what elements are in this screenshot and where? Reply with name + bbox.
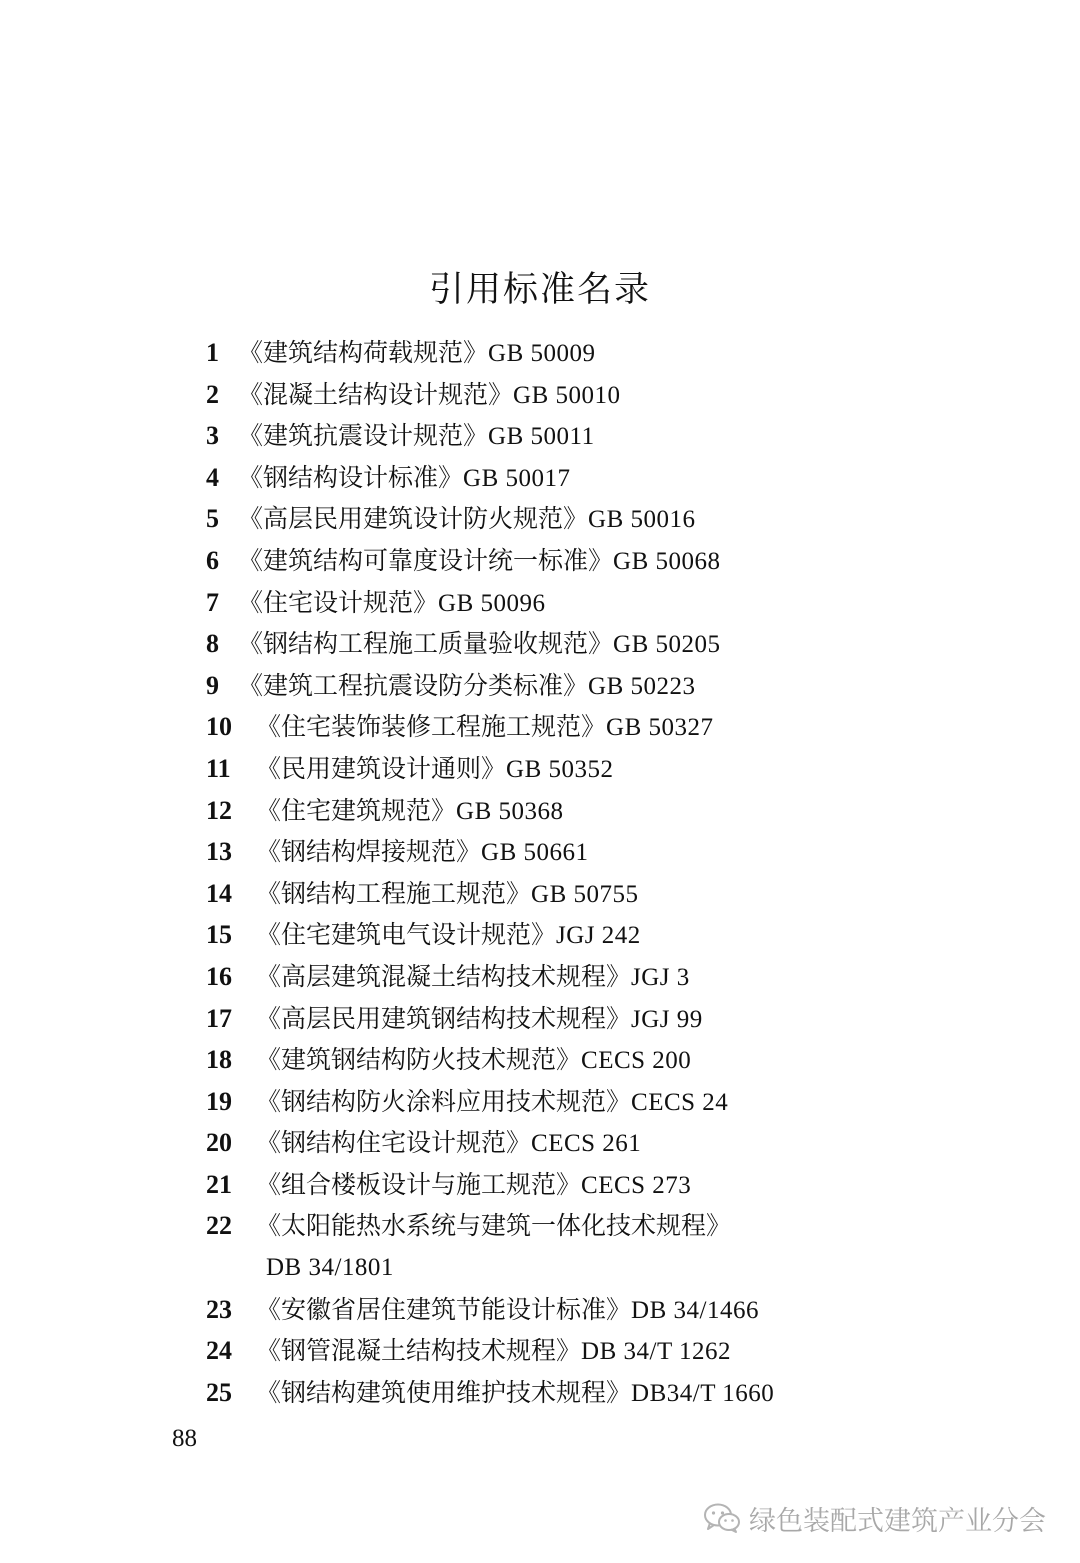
- reference-title: 《建筑结构可靠度设计统一标准》: [238, 545, 614, 575]
- reference-code: JGJ 242: [556, 922, 641, 950]
- reference-title: 《钢结构住宅设计规范》: [256, 1128, 532, 1158]
- reference-number: 19: [206, 1086, 232, 1116]
- reference-number: 22: [206, 1211, 232, 1241]
- page-number: 88: [172, 1425, 197, 1452]
- reference-number: 10: [206, 712, 232, 742]
- wechat-icon: [703, 1502, 741, 1534]
- reference-title: 《钢结构建筑使用维护技术规程》: [256, 1377, 632, 1407]
- reference-title: 《钢结构工程施工规范》: [256, 878, 532, 908]
- reference-item: [0, 1289, 1080, 1331]
- reference-code: GB 50755: [531, 880, 639, 908]
- reference-number: 16: [206, 961, 232, 991]
- reference-code: GB 50009: [488, 340, 596, 367]
- reference-code: GB 50661: [481, 839, 589, 867]
- watermark-text: 绿色装配式建筑产业分会: [749, 1505, 1046, 1537]
- reference-item: [0, 831, 1080, 873]
- reference-number: 3: [206, 421, 219, 451]
- reference-code: GB 50352: [506, 755, 614, 783]
- reference-number: 20: [206, 1128, 232, 1158]
- reference-title: 《安徽省居住建筑节能设计标准》: [256, 1294, 632, 1324]
- reference-item: [0, 998, 1080, 1040]
- reference-number: 4: [206, 462, 219, 492]
- reference-number: 8: [206, 629, 219, 659]
- reference-number: 13: [206, 837, 232, 867]
- reference-code: GB 50068: [613, 547, 721, 575]
- reference-title: 《建筑钢结构防火技术规范》: [256, 1045, 582, 1075]
- reference-item: [0, 415, 1080, 457]
- reference-number: 23: [206, 1294, 232, 1324]
- reference-item: [0, 1330, 1080, 1372]
- reference-title: 《住宅装饰装修工程施工规范》: [256, 712, 607, 742]
- reference-code: GB 50016: [588, 506, 696, 534]
- reference-item: [0, 1122, 1080, 1164]
- reference-item: [0, 1039, 1080, 1081]
- reference-code: GB 50223: [588, 672, 696, 700]
- reference-number: 7: [206, 587, 219, 617]
- reference-number: 18: [206, 1045, 232, 1075]
- reference-title: 《建筑工程抗震设防分类标准》: [238, 670, 589, 700]
- reference-title: 《组合楼板设计与施工规范》: [256, 1169, 582, 1199]
- reference-number: 21: [206, 1169, 232, 1199]
- reference-title: 《民用建筑设计通则》: [256, 753, 507, 783]
- reference-code: CECS 261: [531, 1130, 642, 1158]
- reference-code: GB 50327: [606, 714, 714, 742]
- reference-code: CECS 273: [581, 1171, 692, 1199]
- reference-title: 《住宅设计规范》: [238, 587, 439, 617]
- reference-code: CECS 24: [631, 1088, 729, 1116]
- watermark: [703, 1498, 1046, 1538]
- reference-title: 《钢结构设计标准》: [238, 462, 464, 492]
- reference-item: [0, 623, 1080, 665]
- reference-item: [0, 1164, 1080, 1206]
- reference-item: [0, 790, 1080, 832]
- reference-number: 24: [206, 1336, 232, 1366]
- reference-title: 《钢结构焊接规范》: [256, 837, 482, 867]
- reference-title: 《住宅建筑规范》: [256, 795, 457, 825]
- reference-item: [0, 1081, 1080, 1123]
- reference-title: 《高层民用建筑钢结构技术规程》: [256, 1003, 632, 1033]
- reference-number: 14: [206, 878, 232, 908]
- reference-item: [0, 540, 1080, 582]
- reference-number: 11: [206, 753, 231, 783]
- reference-number: 6: [206, 545, 219, 575]
- reference-title: 《混凝土结构设计规范》: [238, 379, 514, 409]
- reference-item: [0, 956, 1080, 998]
- reference-title: 《住宅建筑电气设计规范》: [256, 920, 557, 950]
- reference-code: DB 34/1466: [631, 1296, 759, 1324]
- reference-title: 《太阳能热水系统与建筑一体化技术规程》: [256, 1211, 732, 1241]
- reference-number: 17: [206, 1003, 232, 1033]
- reference-code: GB 50368: [456, 797, 564, 825]
- reference-code: GB 50205: [613, 631, 721, 659]
- reference-number: 9: [206, 670, 219, 700]
- reference-title: 《建筑结构荷载规范》: [238, 338, 489, 367]
- reference-code: JGJ 3: [631, 963, 690, 991]
- reference-number: 12: [206, 795, 232, 825]
- reference-title: 《钢结构防火涂料应用技术规范》: [256, 1086, 632, 1116]
- reference-item: [0, 498, 1080, 540]
- reference-item: [0, 374, 1080, 416]
- reference-title: 《钢结构工程施工质量验收规范》: [238, 629, 614, 659]
- reference-item: [0, 1205, 1080, 1288]
- reference-item: [0, 873, 1080, 915]
- reference-number: 5: [206, 504, 219, 534]
- reference-code: GB 50011: [488, 423, 595, 451]
- reference-item: [0, 332, 1080, 374]
- reference-title: 《钢管混凝土结构技术规程》: [256, 1336, 582, 1366]
- reference-code: GB 50096: [438, 589, 546, 617]
- reference-code: DB 34/1801: [266, 1254, 394, 1282]
- reference-item: [0, 665, 1080, 707]
- reference-title: 《高层民用建筑设计防火规范》: [238, 504, 589, 534]
- reference-code: GB 50017: [463, 464, 571, 492]
- reference-item: [0, 914, 1080, 956]
- reference-item: [0, 457, 1080, 499]
- reference-code: GB 50010: [513, 381, 621, 409]
- reference-title: 《建筑抗震设计规范》: [238, 421, 489, 451]
- reference-number: 2: [206, 379, 219, 409]
- reference-number: 25: [206, 1377, 232, 1407]
- reference-item: [0, 748, 1080, 790]
- reference-code: DB 34/T 1262: [581, 1338, 732, 1366]
- reference-item: [0, 706, 1080, 748]
- reference-code: DB34/T 1660: [631, 1379, 775, 1407]
- reference-title: 《高层建筑混凝土结构技术规程》: [256, 961, 632, 991]
- reference-code: CECS 200: [581, 1047, 692, 1075]
- reference-list: [0, 332, 1080, 1413]
- reference-item: [0, 582, 1080, 624]
- reference-code: JGJ 99: [631, 1005, 703, 1033]
- reference-number: 1: [206, 338, 219, 367]
- reference-item: [0, 1372, 1080, 1414]
- page-title: 引用标准名录: [428, 270, 651, 310]
- reference-number: 15: [206, 920, 232, 950]
